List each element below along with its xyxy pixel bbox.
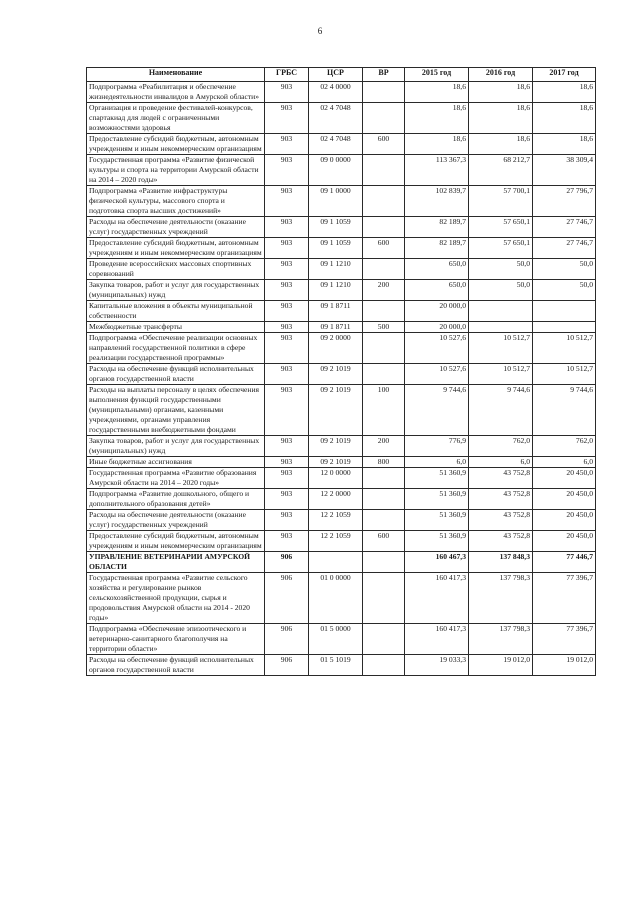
cell-2016: 137 848,3 (469, 552, 533, 573)
cell-grbs: 903 (265, 333, 309, 364)
cell-name: Расходы на обеспечение деятельности (оказание услуг) государственных учреждений (87, 217, 265, 238)
cell-grbs: 906 (265, 552, 309, 573)
cell-csr: 02 4 7048 (309, 134, 363, 155)
cell-2017: 10 512,7 (533, 333, 596, 364)
table-row (87, 333, 596, 364)
cell-grbs: 903 (265, 134, 309, 155)
cell-2015: 51 360,9 (405, 531, 469, 552)
cell-2015: 20 000,0 (405, 301, 469, 322)
cell-2015: 82 189,7 (405, 217, 469, 238)
cell-2016: 762,0 (469, 436, 533, 457)
cell-csr: 09 2 0000 (309, 333, 363, 364)
cell-grbs: 903 (265, 468, 309, 489)
cell-grbs: 903 (265, 186, 309, 217)
cell-csr: 12 2 1059 (309, 510, 363, 531)
cell-grbs: 903 (265, 436, 309, 457)
cell-csr: 12 2 1059 (309, 531, 363, 552)
cell-name: Подпрограмма «Развитие дошкольного, общего и дополнительного образования детей» (87, 489, 265, 510)
cell-grbs: 903 (265, 364, 309, 385)
cell-grbs: 903 (265, 489, 309, 510)
cell-grbs: 906 (265, 624, 309, 655)
cell-vr: 200 (363, 436, 405, 457)
cell-csr: 01 0 0000 (309, 573, 363, 624)
cell-name: Предоставление субсидий бюджетным, автономным учреждениям и иным некоммерческим организациям (87, 134, 265, 155)
cell-csr: 09 1 1210 (309, 280, 363, 301)
cell-2015: 650,0 (405, 259, 469, 280)
cell-vr: 500 (363, 322, 405, 333)
table-header-row (87, 68, 596, 82)
cell-name: Расходы на обеспечение функций исполнительных органов государственной власти (87, 655, 265, 676)
cell-grbs: 903 (265, 103, 309, 134)
table-row (87, 385, 596, 436)
cell-vr (363, 624, 405, 655)
cell-vr (363, 510, 405, 531)
cell-2016: 57 700,1 (469, 186, 533, 217)
cell-2017 (533, 301, 596, 322)
table-row (87, 655, 596, 676)
cell-2016: 57 650,1 (469, 217, 533, 238)
cell-grbs: 903 (265, 301, 309, 322)
table-row (87, 510, 596, 531)
cell-vr: 800 (363, 457, 405, 468)
column-header-2016: 2016 год (469, 68, 533, 82)
budget-table (86, 67, 596, 676)
cell-name: Закупка товаров, работ и услуг для государственных (муниципальных) нужд (87, 436, 265, 457)
cell-csr: 12 0 0000 (309, 468, 363, 489)
cell-name: Государственная программа «Развитие образования Амурской области на 2014 – 2020 годы» (87, 468, 265, 489)
table-row (87, 364, 596, 385)
cell-name: Иные бюджетные ассигнования (87, 457, 265, 468)
cell-name: Закупка товаров, работ и услуг для государственных (муниципальных) нужд (87, 280, 265, 301)
cell-csr: 09 1 1210 (309, 259, 363, 280)
cell-vr (363, 468, 405, 489)
table-row (87, 552, 596, 573)
cell-2017: 6,0 (533, 457, 596, 468)
cell-name: Подпрограмма «Реабилитация и обеспечение жизнедеятельности инвалидов в Амурской области» (87, 82, 265, 103)
cell-grbs: 903 (265, 510, 309, 531)
cell-vr (363, 82, 405, 103)
cell-2015: 18,6 (405, 82, 469, 103)
table-row (87, 238, 596, 259)
table-row (87, 624, 596, 655)
cell-name: Государственная программа «Развитие сельского хозяйства и регулирование рынков сельскохозяйственной продукции, сырья и продовольствия Амурской области на 2014 - 2020 годы» (87, 573, 265, 624)
cell-grbs: 903 (265, 82, 309, 103)
cell-2016: 18,6 (469, 82, 533, 103)
cell-2015: 51 360,9 (405, 489, 469, 510)
table-row (87, 436, 596, 457)
cell-csr: 09 0 0000 (309, 155, 363, 186)
column-header-csr: ЦСР (309, 68, 363, 82)
table-row (87, 280, 596, 301)
cell-name: Предоставление субсидий бюджетным, автономным учреждениям и иным некоммерческим организациям (87, 238, 265, 259)
cell-2016: 137 798,3 (469, 573, 533, 624)
cell-2015: 10 527,6 (405, 364, 469, 385)
table-row (87, 301, 596, 322)
cell-2016: 6,0 (469, 457, 533, 468)
cell-grbs: 906 (265, 655, 309, 676)
cell-2015: 160 467,3 (405, 552, 469, 573)
cell-2015: 18,6 (405, 103, 469, 134)
table-body (87, 82, 596, 676)
cell-grbs: 903 (265, 280, 309, 301)
cell-csr: 09 2 1019 (309, 385, 363, 436)
cell-2016: 43 752,8 (469, 531, 533, 552)
cell-2016 (469, 322, 533, 333)
cell-csr: 09 2 1019 (309, 364, 363, 385)
cell-vr (363, 259, 405, 280)
cell-csr: 09 1 8711 (309, 301, 363, 322)
cell-vr (363, 301, 405, 322)
cell-2017: 27 746,7 (533, 238, 596, 259)
cell-2017: 77 396,7 (533, 624, 596, 655)
cell-csr: 09 1 8711 (309, 322, 363, 333)
cell-2015: 776,9 (405, 436, 469, 457)
cell-name: Проведение всероссийских массовых спортивных соревнований (87, 259, 265, 280)
cell-vr: 600 (363, 531, 405, 552)
cell-vr (363, 489, 405, 510)
cell-grbs: 903 (265, 322, 309, 333)
cell-2016: 137 798,3 (469, 624, 533, 655)
cell-2017: 50,0 (533, 280, 596, 301)
cell-name: Капитальные вложения в объекты муниципальной собственности (87, 301, 265, 322)
cell-2017: 77 396,7 (533, 573, 596, 624)
cell-2017: 20 450,0 (533, 510, 596, 531)
cell-2017: 18,6 (533, 103, 596, 134)
cell-vr (363, 655, 405, 676)
column-header-name: Наименование (87, 68, 265, 82)
cell-2017: 19 012,0 (533, 655, 596, 676)
cell-2017: 27 796,7 (533, 186, 596, 217)
cell-2016: 10 512,7 (469, 333, 533, 364)
cell-name: Подпрограмма «Обеспечение реализации основных направлений государственной политики в сфере реализации государственной программы» (87, 333, 265, 364)
cell-csr: 02 4 0000 (309, 82, 363, 103)
cell-grbs: 903 (265, 259, 309, 280)
cell-grbs: 903 (265, 238, 309, 259)
cell-grbs: 903 (265, 217, 309, 238)
cell-2017: 18,6 (533, 82, 596, 103)
cell-name: Подпрограмма «Обеспечение эпизоотического и ветеринарно-санитарного благополучия на территории области» (87, 624, 265, 655)
cell-csr: 09 1 1059 (309, 238, 363, 259)
cell-2016: 68 212,7 (469, 155, 533, 186)
cell-grbs: 903 (265, 531, 309, 552)
cell-csr: 02 4 7048 (309, 103, 363, 134)
cell-csr: 09 1 1059 (309, 217, 363, 238)
cell-name: Организация и проведение фестивалей-конкурсов, спартакиад для людей с ограниченными возможностями здоровья (87, 103, 265, 134)
table-row (87, 531, 596, 552)
cell-2016 (469, 301, 533, 322)
cell-vr (363, 333, 405, 364)
cell-name: Расходы на обеспечение функций исполнительных органов государственной власти (87, 364, 265, 385)
cell-2017: 20 450,0 (533, 468, 596, 489)
cell-2016: 18,6 (469, 103, 533, 134)
cell-name: Подпрограмма «Развитие инфраструктуры физической культуры, массового спорта и подготовка спорта высших достижений» (87, 186, 265, 217)
cell-2017: 20 450,0 (533, 531, 596, 552)
column-header-2015: 2015 год (405, 68, 469, 82)
table-row (87, 155, 596, 186)
cell-2017: 10 512,7 (533, 364, 596, 385)
cell-2016: 43 752,8 (469, 510, 533, 531)
cell-2016: 10 512,7 (469, 364, 533, 385)
column-header-grbs: ГРБС (265, 68, 309, 82)
cell-2017: 20 450,0 (533, 489, 596, 510)
cell-2016: 50,0 (469, 280, 533, 301)
cell-2015: 160 417,3 (405, 624, 469, 655)
cell-2015: 20 000,0 (405, 322, 469, 333)
cell-vr (363, 186, 405, 217)
cell-2017: 9 744,6 (533, 385, 596, 436)
cell-2017: 18,6 (533, 134, 596, 155)
cell-2015: 6,0 (405, 457, 469, 468)
table-row (87, 457, 596, 468)
cell-csr: 09 2 1019 (309, 436, 363, 457)
table-row (87, 134, 596, 155)
cell-2017: 762,0 (533, 436, 596, 457)
cell-vr (363, 103, 405, 134)
cell-2015: 650,0 (405, 280, 469, 301)
cell-vr: 200 (363, 280, 405, 301)
cell-vr (363, 217, 405, 238)
page-number: 6 (317, 26, 323, 36)
table-row (87, 217, 596, 238)
cell-2017: 38 309,4 (533, 155, 596, 186)
cell-vr (363, 364, 405, 385)
cell-vr: 600 (363, 134, 405, 155)
cell-csr: 01 5 1019 (309, 655, 363, 676)
table-row (87, 259, 596, 280)
cell-csr: 09 1 0000 (309, 186, 363, 217)
cell-2015: 9 744,6 (405, 385, 469, 436)
cell-2016: 50,0 (469, 259, 533, 280)
cell-csr: 01 5 0000 (309, 624, 363, 655)
cell-grbs: 903 (265, 457, 309, 468)
cell-name: Расходы на выплаты персоналу в целях обеспечения выполнения функций государственными (муниципальными) органами, казенными учреждениями, органами управления государственными внебюджетными фондами (87, 385, 265, 436)
cell-name: Государственная программа «Развитие физической культуры и спорта на территории Амурской области на 2014 – 2020 годы» (87, 155, 265, 186)
cell-2015: 51 360,9 (405, 468, 469, 489)
cell-2016: 18,6 (469, 134, 533, 155)
cell-csr: 12 2 0000 (309, 489, 363, 510)
cell-name: Межбюджетные трансферты (87, 322, 265, 333)
column-header-vr: ВР (363, 68, 405, 82)
cell-2015: 19 033,3 (405, 655, 469, 676)
cell-2016: 19 012,0 (469, 655, 533, 676)
cell-2017: 77 446,7 (533, 552, 596, 573)
cell-grbs: 903 (265, 385, 309, 436)
cell-vr: 100 (363, 385, 405, 436)
cell-2017: 27 746,7 (533, 217, 596, 238)
column-header-2017: 2017 год (533, 68, 596, 82)
cell-2015: 10 527,6 (405, 333, 469, 364)
table-row (87, 82, 596, 103)
cell-2015: 160 417,3 (405, 573, 469, 624)
table-row (87, 322, 596, 333)
table-row (87, 186, 596, 217)
cell-csr: 09 2 1019 (309, 457, 363, 468)
table-row (87, 573, 596, 624)
cell-2016: 57 650,1 (469, 238, 533, 259)
cell-grbs: 903 (265, 155, 309, 186)
cell-2017 (533, 322, 596, 333)
cell-2016: 43 752,8 (469, 468, 533, 489)
cell-vr (363, 552, 405, 573)
cell-2015: 102 839,7 (405, 186, 469, 217)
cell-2015: 113 367,3 (405, 155, 469, 186)
table-row (87, 489, 596, 510)
cell-vr (363, 573, 405, 624)
cell-2017: 50,0 (533, 259, 596, 280)
cell-2015: 82 189,7 (405, 238, 469, 259)
cell-2015: 18,6 (405, 134, 469, 155)
cell-name: Предоставление субсидий бюджетным, автономным учреждениям и иным некоммерческим организациям (87, 531, 265, 552)
cell-name: УПРАВЛЕНИЕ ВЕТЕРИНАРИИ АМУРСКОЙ ОБЛАСТИ (87, 552, 265, 573)
cell-grbs: 906 (265, 573, 309, 624)
cell-2016: 9 744,6 (469, 385, 533, 436)
table-row (87, 103, 596, 134)
cell-vr (363, 155, 405, 186)
cell-csr (309, 552, 363, 573)
table-row (87, 468, 596, 489)
cell-2016: 43 752,8 (469, 489, 533, 510)
cell-vr: 600 (363, 238, 405, 259)
cell-name: Расходы на обеспечение деятельности (оказание услуг) государственных учреждений (87, 510, 265, 531)
cell-2015: 51 360,9 (405, 510, 469, 531)
